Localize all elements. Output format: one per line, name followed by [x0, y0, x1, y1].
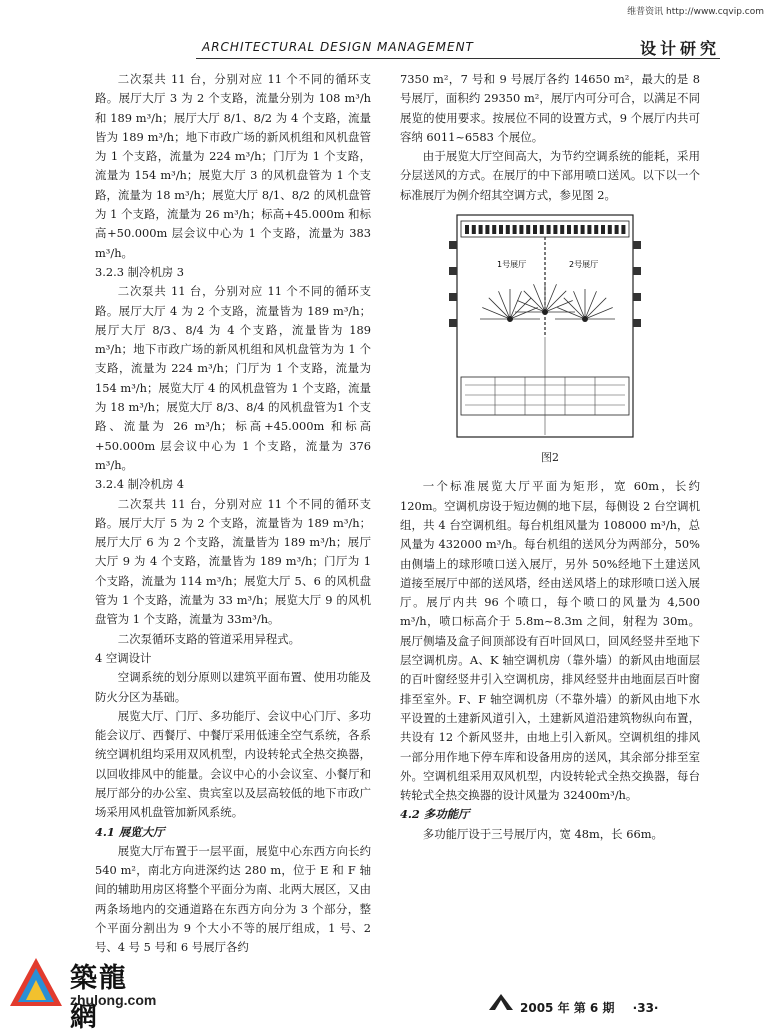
brand-name-cn: 築龍網 [70, 963, 128, 1033]
paragraph: 由于展览大厅空间高大，为节约空调系统的能耗，采用分层送风的方式。在展厅的中下部用喷口送风。以下以一个标准展厅为例介绍其空调方式，参见图 2。 [400, 149, 700, 202]
nozzle-mark [560, 225, 564, 234]
paragraph: 二次泵共 11 台，分别对应 11 个不同的循环支路。展厅大厅 3 为 2 个支路，流量分别为 108 m³/h 和 189 m³/h；展厅大厅 8/1、8/2 为 4 个支路，流量皆为 189 m³/h；地下市政广场的新风机组和风机盘管为 1 个支路，流量为 224 m³/h；门厅为 1 个支路，流量为 154 m³/h；展览大厅 3 的风机盘管为 1 个支路，流量为 18 m³/h；展览大厅 8/1、8/2 的风机盘管为 1 个支路，流量为 26 m³/h；标高+45.000m 和标高+50.000m 层会议中心为 1 个支路，流量为 383 m³/h。 [95, 72, 371, 260]
right-text-column [400, 70, 700, 844]
journal-logo-icon [488, 993, 514, 1011]
airflow-arrow [489, 298, 510, 319]
zhulong-logo [6, 952, 157, 1033]
nozzle-mark [540, 225, 544, 234]
hall-1-label: 1号展厅 [497, 260, 527, 270]
paragraph: 7350 m²，7 号和 9 号展厅各约 14650 m²，最大的是 8 号展厅，面积约 29350 m²，展厅内可分可合，以满足不同展览的使用要求。按展位不同的设置方式，9 个展厅内共可容纳 6011~6583 个展位。 [400, 72, 700, 144]
nozzle-mark [621, 225, 625, 234]
nozzle-mark [547, 225, 551, 234]
paragraph: 二次泵共 11 台，分别对应 11 个不同的循环支路。展厅大厅 5 为 2 个支路，流量皆为 189 m³/h；展厅大厅 6 为 2 个支路，流量皆为 189 m³/h；展厅大厅 9 为 4 个支路，流量皆为 189 m³/h；门厅为 1 个支路，流量为 114 m³/h；展览大厅 5、6 的风机盘管为 1 个支路，流量为 33 m³/h；展览大厅 9 的风机盘管为 1 个支路，流量为 33m³/h。 [95, 496, 371, 627]
paragraph: 一个标准展览大厅平面为矩形，宽 60m，长约 120m。空调机房设于短边侧的地下层，每侧设 2 台空调机组，共 4 台空调机组。每台机组风量为 108000 m³/h，总风量为 432000 m³/h。每台机组的送风分为两部分，50%由侧墙上的球形喷口送入展厅，另外 50%经地下土建送风道接至展厅中部的送风塔，经由送风塔上的球形喷口送入展厅。展厅内共 96 个喷口，每个喷口的风量为 4,500 m³/h，喷口标高介于 5.8m~8.3m 之间，射程为 30m。展厅侧墙及盒子间顶部设有百叶回风口，回风经竖井至地下层空调机房。A、K 轴空调机房（靠外墙）的新风由地面层的百叶窗经竖井引入空调机房，排风经竖井由地面层百叶窗排至室外。F、F 轴空调机房（不靠外墙）的新风由地下水平设置的土建新风道引入，土建新风道沿建筑物纵向布置，共设有 12 个新风竖井，由地上引入新风。空调机组的排风一部分用作地下停车库和设备用房的送风，其余部分排至室外。空调机组采用双风机型，内设转轮式全热交换器，每台转轮式全热交换器的设计风量为 32400m³/h。 [400, 479, 700, 803]
nozzle-mark [553, 225, 557, 234]
nozzle-mark [567, 225, 571, 234]
page-footer [520, 999, 658, 1016]
figure-caption: 图2 [541, 451, 559, 465]
section-heading: 3.2.4 制冷机房 4 [95, 477, 185, 492]
nozzle-mark [587, 225, 591, 234]
airflow-arrow [585, 298, 606, 319]
nozzle-mark [581, 225, 585, 234]
nozzle-mark [519, 225, 523, 234]
airflow-arrow [545, 291, 566, 312]
top-nozzle-row [465, 225, 625, 234]
paragraph: 空调系统的划分原则以建筑平面布置、使用功能及防火分区为基础。 [95, 670, 371, 704]
section-title: 设计研究 [639, 39, 720, 58]
section-heading: 4 空调设计 [95, 650, 152, 665]
airflow-arrow [564, 298, 585, 319]
left-text-column [95, 70, 371, 958]
nozzle-mark [526, 225, 530, 234]
nozzle-mark [513, 225, 517, 234]
running-header [196, 38, 720, 59]
paragraph: 二次泵共 11 台，分别对应 11 个不同的循环支路。展厅大厅 4 为 2 个支路，流量皆为 189 m³/h；展厅大厅 8/3、8/4 为 4 个支路，流量皆为 189 m³/h；地下市政广场的新风机组和风机盘管为为 1 个支路，流量为 224 m³/h；门厅为 1 个支路，流量为 154 m³/h；展览大厅 4 的风机盘管为 1 个支路，流量为 18 m³/h；展览大厅 8/3、8/4 的风机盘管为1 个支路、流量为 26 m³/h；标高+45.000m 和标高+50.000m 层会议中心为 1 个支路，流量为 376 m³/h。 [95, 284, 371, 472]
paragraph: 多功能厅设于三号展厅内，宽 48m，长 66m。 [422, 826, 663, 841]
nozzle-mark [479, 225, 483, 234]
nozzle-mark [594, 225, 598, 234]
nozzle-mark [472, 225, 476, 234]
issue-label: 2005 年 第 6 期 [520, 1001, 615, 1015]
figure-2-hall-airflow-plan [445, 207, 645, 442]
hall-2-label: 2号展厅 [569, 260, 599, 270]
nozzle-mark [615, 225, 619, 234]
paragraph: 展览大厅、门厅、多功能厅、会议中心门厅、多功能会议厅、西餐厅、中餐厅采用低速全空气系统，各系统空调机组均采用双风机型，内设转轮式全热交换器，以回收排风中的能量。会议中心的小会议室、小餐厅和展厅部分的办公室、贵宾室以及层高较低的地下市政广场采用风机盘管加新风系统。 [95, 708, 371, 820]
paragraph: 二次泵循环支路的管道采用异程式。 [117, 631, 301, 646]
section-heading: 4.2 多功能厅 [400, 807, 470, 822]
paragraph: 展览大厅布置于一层平面，展览中心东西方向长约 540 m²，南北方向进深约达 280 m，位于 E 和 F 轴间的辅助用房区将整个平面分为南、北两大展区，又由两条场地内的交通道路在东西方向分为 3 个部分，整个平面分割出为 9 个大小不等的展厅组成，1 号、2 号、4 号 5 号和 6 号展厅各约 [95, 843, 371, 955]
brand-name-en: zhulong.com [70, 992, 157, 1008]
nozzle-mark [492, 225, 496, 234]
nozzle-mark [465, 225, 469, 234]
nozzle-mark [533, 225, 537, 234]
journal-name: ARCHITECTURAL DESIGN MANAGEMENT [202, 40, 474, 54]
page-number: ·33· [632, 1001, 659, 1015]
duct-grid [465, 337, 625, 435]
section-heading: 3.2.3 制冷机房 3 [95, 264, 185, 279]
nozzle-mark [499, 225, 503, 234]
source-watermark: 维普资讯 http://www.cqvip.com [627, 7, 764, 17]
section-heading: 4.1 展览大厅 [95, 824, 165, 839]
nozzle-mark [601, 225, 605, 234]
nozzle-mark [608, 225, 612, 234]
airflow-arrow [510, 298, 531, 319]
nozzle-mark [506, 225, 510, 234]
nozzle-mark [574, 225, 578, 234]
nozzle-mark [485, 225, 489, 234]
